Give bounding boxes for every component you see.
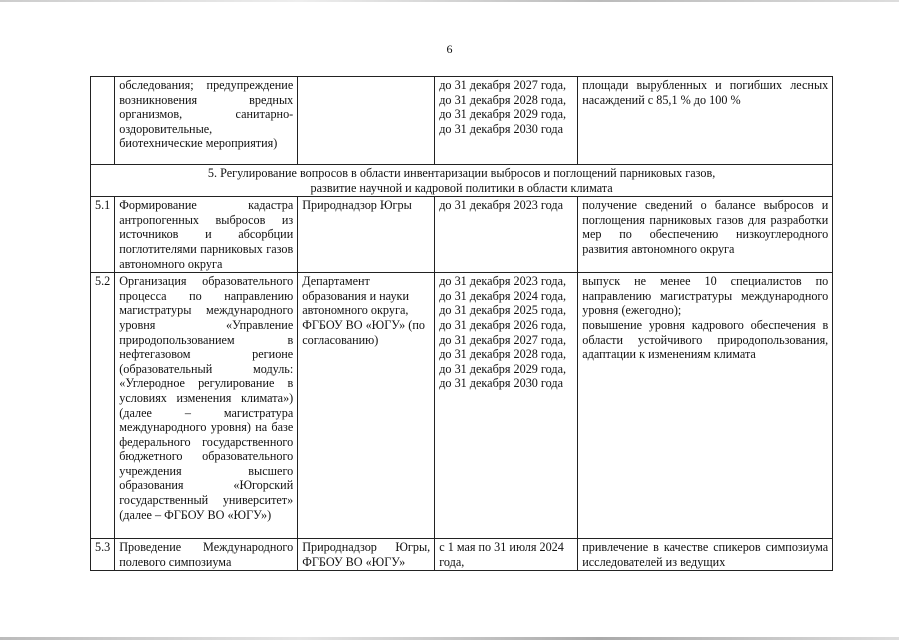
deadline-line: до 31 декабря 2024 года, — [439, 288, 567, 303]
activity-cell: Формирование кадастра антропогенных выбросов из источников и абсорбции поглотителями парниковых газов автономного округа — [115, 197, 298, 273]
deadline-line: до 31 декабря 2025 года, — [439, 303, 567, 318]
section-heading — [91, 165, 833, 197]
result-cell: площади вырубленных и погибших лесных насаждений с 85,1 % до 100 % — [578, 77, 833, 165]
deadline-line: до 31 декабря 2027 года, — [439, 332, 567, 347]
deadline-line: до 31 декабря 2029 года, — [439, 361, 567, 376]
table-row — [91, 197, 833, 273]
executor-cell: Департамент образования и науки автономного округа, ФГБОУ ВО «ЮГУ» (по согласованию) — [298, 273, 435, 539]
activity-cell: Проведение Международного полевого симпозиума — [115, 539, 298, 571]
deadline-line: до 31 декабря 2023 года, — [439, 274, 567, 289]
deadline-cell — [435, 539, 578, 571]
deadline-cell — [435, 273, 578, 539]
deadline-line: до 31 декабря 2030 года — [439, 121, 563, 136]
deadline-line: до 31 декабря 2030 года — [439, 376, 563, 391]
table-row — [91, 273, 833, 539]
deadline-line: года, — [439, 554, 465, 569]
executor-cell: Природнадзор Югры — [298, 197, 435, 273]
deadline-cell — [435, 77, 578, 165]
row-number-cell: 5.2 — [91, 273, 115, 539]
deadline-line: до 31 декабря 2028 года, — [439, 347, 567, 362]
row-number-cell — [91, 77, 115, 165]
result-cell — [578, 273, 833, 539]
page-number: 6 — [446, 42, 453, 56]
deadline-line: до 31 декабря 2027 года, — [439, 78, 567, 92]
activity-cell: Организация образовательного процесса по направлению магистратуры международного уровня «Управление природопользованием в нефтегазовом регионе (образовательный модуль: «Углеродное регулирование в условиях изменения климата») (далее – магистратура международного уровня) на базе федерального государственного бюджетного образовательного учреждения высшего образования «Югорский государственный университет» (далее – ФГБОУ ВО «ЮГУ») — [115, 273, 298, 539]
result-paragraph: повышение уровня кадрового обеспечения в области устойчивого природопользования, адаптации к изменениям климата — [582, 317, 829, 362]
result-cell: получение сведений о балансе выбросов и поглощения парниковых газов для разработки мер по обеспечению низкоуглеродного развития автономного округа — [578, 197, 833, 273]
deadline-line: до 31 декабря 2029 года, — [439, 107, 567, 122]
measures-table — [90, 76, 833, 571]
scan-edge-top — [0, 0, 899, 2]
section-heading-line: 5. Регулирование вопросов в области инвентаризации выбросов и поглощений парниковых газов, — [207, 166, 716, 180]
executor-cell: Природнадзор Югры, ФГБОУ ВО «ЮГУ» — [298, 539, 435, 571]
section-heading-line: развитие научной и кадровой политики в области климата — [310, 180, 613, 195]
deadline-line: до 31 декабря 2023 года — [439, 198, 563, 213]
row-number-cell: 5.3 — [91, 539, 115, 571]
deadline-line: с 1 мая по 31 июля 2024 — [439, 540, 564, 555]
deadline-cell — [435, 197, 578, 273]
row-number-cell: 5.1 — [91, 197, 115, 273]
section-header-row — [91, 165, 833, 197]
deadline-line: до 31 декабря 2028 года, — [439, 92, 567, 107]
table-row — [91, 539, 833, 571]
deadline-line: до 31 декабря 2026 года, — [439, 317, 567, 332]
table-row — [91, 77, 833, 165]
activity-cell: обследования; предупреждение возникновения вредных организмов, санитарно-оздоровительные, биотехнические мероприятия) — [115, 77, 298, 165]
executor-cell — [298, 77, 435, 165]
result-cell: привлечение в качестве спикеров симпозиума исследователей из ведущих — [578, 539, 833, 571]
result-paragraph: выпуск не менее 10 специалистов по направлению магистратуры международного уровня (ежегодно); — [582, 274, 829, 318]
